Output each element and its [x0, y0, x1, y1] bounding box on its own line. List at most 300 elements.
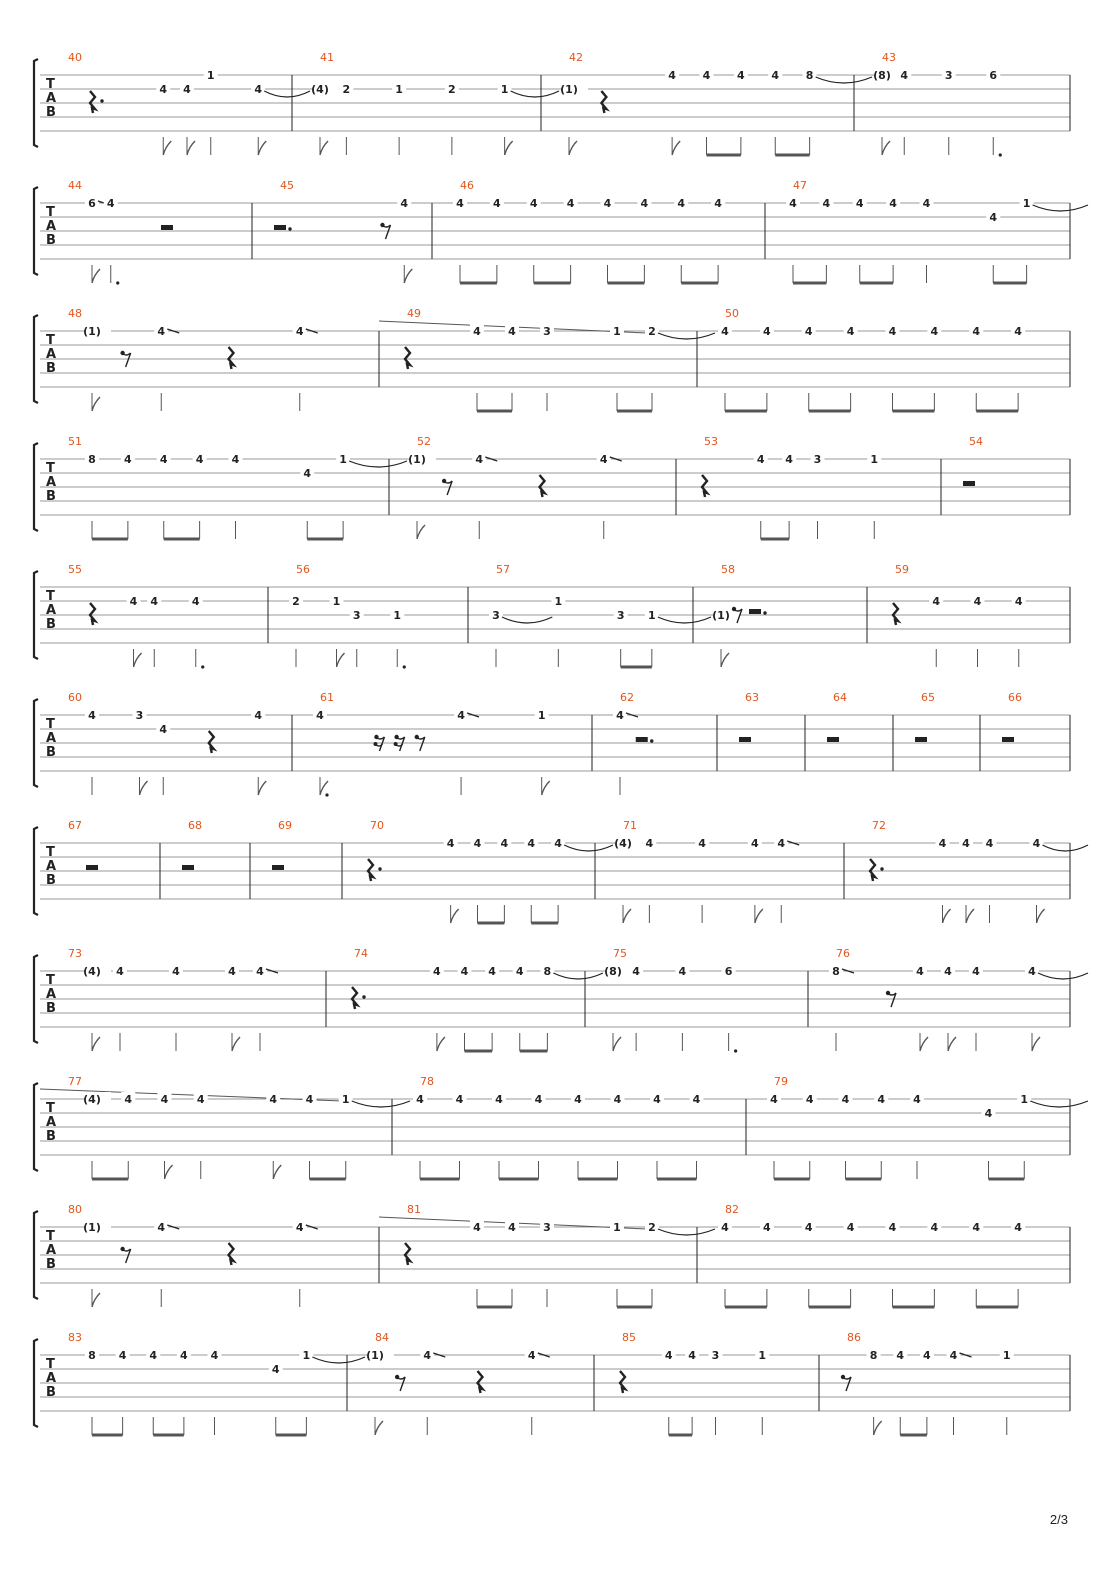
fret-number: 4	[632, 965, 640, 978]
measure-number: 79	[774, 1075, 788, 1088]
fret-number: 4	[116, 965, 124, 978]
note	[802, 324, 816, 411]
tab-clef-letter: T	[46, 1101, 55, 1116]
fret-number: (1)	[366, 1349, 384, 1362]
note	[85, 708, 99, 795]
fret-number: 4	[574, 1093, 582, 1106]
fret-number: 4	[846, 325, 855, 338]
fret-number: 4	[721, 325, 729, 338]
system-bracket	[34, 955, 38, 1043]
fret-number: 4	[613, 1093, 622, 1106]
note	[604, 964, 632, 1051]
note	[300, 466, 314, 539]
fret-number: 1	[554, 595, 563, 608]
fret-number: 8	[543, 965, 552, 978]
note	[642, 836, 656, 923]
fret-number: 4	[316, 709, 324, 722]
fret-number: 4	[664, 1349, 673, 1362]
note	[754, 452, 768, 539]
tab-system	[34, 51, 1070, 157]
fret-number: 4	[1014, 1221, 1022, 1234]
flag	[134, 653, 142, 667]
note	[158, 1092, 173, 1179]
fret-number: 4	[191, 595, 200, 608]
note	[867, 1348, 882, 1435]
tab-clef-letter: T	[46, 77, 55, 92]
fret-number: 4	[305, 1093, 314, 1106]
measure-number: 67	[68, 819, 82, 832]
note	[408, 452, 436, 539]
note	[350, 608, 364, 667]
rest	[90, 91, 104, 113]
note	[711, 196, 725, 283]
note	[489, 608, 552, 667]
fret-number: 4	[763, 325, 771, 338]
note	[253, 964, 278, 1051]
note	[540, 964, 603, 1051]
note	[169, 964, 183, 1051]
fret-number: 4	[896, 1349, 905, 1362]
note	[498, 82, 559, 155]
measure-number: 58	[721, 563, 735, 576]
measure-number: 77	[68, 1075, 82, 1088]
fret-number: 8	[88, 453, 96, 466]
fret-number: (8)	[604, 965, 622, 978]
fret-number: 1	[870, 453, 879, 466]
measure-number: 60	[68, 691, 82, 704]
fret-number: 8	[805, 69, 814, 82]
fret-number: 1	[393, 609, 402, 622]
note	[453, 196, 467, 283]
fret-number: 4	[944, 965, 952, 978]
note	[525, 1348, 550, 1435]
fret-number: 4	[640, 197, 649, 210]
fret-number: 4	[1014, 325, 1022, 338]
note	[311, 82, 339, 155]
tie	[349, 461, 407, 467]
fret-number: 4	[785, 453, 793, 466]
note	[551, 594, 565, 667]
fret-number: 4	[159, 723, 168, 736]
tab-system	[34, 179, 1088, 285]
note	[83, 1220, 111, 1307]
fret-number: 3	[543, 325, 551, 338]
fret-number: 4	[1028, 965, 1036, 978]
tab-clef-letter: B	[46, 361, 56, 376]
fret-number: 4	[195, 453, 204, 466]
measure-number: 80	[68, 1203, 82, 1216]
fret-number: 1	[332, 595, 341, 608]
note	[133, 708, 148, 795]
rest	[1002, 737, 1014, 742]
page-number: 2/3	[1049, 1512, 1068, 1527]
note	[85, 1348, 99, 1435]
measure-number: 76	[836, 947, 850, 960]
rest	[915, 737, 927, 742]
note	[929, 594, 943, 667]
tie	[1030, 1101, 1088, 1107]
fret-number: 4	[923, 1349, 931, 1362]
note	[208, 1348, 222, 1435]
fret-number: 2	[648, 1221, 656, 1234]
fret-number: 4	[913, 1093, 921, 1106]
note	[629, 964, 643, 1051]
fret-number: 4	[616, 709, 624, 722]
note	[844, 324, 858, 411]
dot	[403, 665, 406, 668]
flag	[613, 1037, 621, 1051]
flag	[505, 141, 513, 155]
measure-number: 84	[375, 1331, 389, 1344]
fret-number: 4	[196, 1093, 205, 1106]
measure-number: 81	[407, 1203, 421, 1216]
tab-clef-letter: A	[46, 219, 57, 234]
note	[893, 1348, 907, 1435]
note	[453, 1092, 467, 1179]
fret-number: 4	[972, 1221, 981, 1234]
note	[225, 964, 240, 1051]
rest	[405, 1243, 410, 1265]
note	[774, 836, 799, 923]
tab-clef-letter: B	[46, 1001, 56, 1016]
measure-number: 50	[725, 307, 739, 320]
note	[83, 964, 111, 1051]
fret-number: 3	[711, 1349, 720, 1362]
system-bracket	[34, 1339, 38, 1427]
tab-clef-letter: A	[46, 603, 57, 618]
fret-number: 4	[180, 1349, 188, 1362]
fret-number: 4	[771, 69, 780, 82]
measure-number: 54	[969, 435, 983, 448]
fret-number: 1	[500, 83, 509, 96]
measure-number: 42	[569, 51, 583, 64]
note	[941, 964, 956, 1051]
note	[289, 594, 303, 667]
measure-number: 43	[882, 51, 896, 64]
flag	[165, 1165, 173, 1179]
measure	[1002, 691, 1022, 742]
measure-number: 78	[420, 1075, 434, 1088]
measure	[873, 51, 1002, 157]
note	[803, 1092, 817, 1179]
fret-number: 1	[1002, 1349, 1011, 1362]
note	[734, 68, 748, 155]
note	[767, 1092, 781, 1179]
note	[571, 1092, 585, 1179]
fret-number: 6	[989, 69, 998, 82]
note	[1030, 836, 1089, 923]
note	[920, 196, 934, 283]
note	[1000, 1348, 1014, 1435]
fret-number: 4	[456, 197, 464, 210]
fret-number: 4	[603, 197, 612, 210]
measure	[182, 819, 202, 870]
measure-number: 64	[833, 691, 847, 704]
measure-number: 83	[68, 1331, 82, 1344]
tab-clef-letter: A	[46, 347, 57, 362]
fret-number: 4	[554, 837, 562, 850]
note	[156, 82, 171, 155]
measure	[604, 947, 737, 1053]
note	[121, 1092, 135, 1179]
tab-system	[34, 691, 1070, 797]
fret-number: 4	[129, 595, 138, 608]
dot	[116, 281, 119, 284]
tie	[1038, 973, 1088, 979]
measure-number: 48	[68, 307, 82, 320]
measure	[68, 179, 173, 285]
measure-number: 65	[921, 691, 935, 704]
tab-clef-letter: A	[46, 731, 57, 746]
measure-number: 45	[280, 179, 294, 192]
flag	[1032, 1037, 1040, 1051]
system-bracket	[34, 1083, 38, 1171]
note	[293, 324, 318, 411]
note	[293, 1220, 318, 1307]
rest	[601, 91, 606, 113]
note	[614, 608, 628, 667]
note	[844, 1220, 858, 1307]
flag	[232, 1037, 240, 1051]
system-bracket	[34, 827, 38, 915]
tab-system	[34, 435, 1070, 539]
note	[913, 964, 928, 1051]
note	[748, 836, 763, 923]
fret-number: 4	[150, 595, 159, 608]
fret-number: 4	[916, 965, 924, 978]
note	[266, 1092, 281, 1179]
note	[613, 708, 638, 795]
note	[969, 964, 983, 1051]
flag	[337, 653, 345, 667]
dot	[201, 665, 204, 668]
fret-number: 4	[106, 197, 115, 210]
note	[157, 452, 171, 539]
fret-number: 2	[648, 325, 656, 338]
note	[1011, 1220, 1025, 1307]
measure	[313, 691, 550, 797]
note	[897, 68, 911, 155]
tab-system	[34, 819, 1088, 923]
fret-number: 4	[889, 197, 897, 210]
rest	[478, 1371, 483, 1393]
note	[1017, 1092, 1088, 1179]
flag	[92, 397, 100, 411]
note	[204, 68, 218, 155]
fret-number: 4	[508, 325, 516, 338]
flag	[417, 525, 425, 539]
tab-clef-letter: A	[46, 91, 57, 106]
rest	[368, 859, 382, 881]
tie	[502, 617, 552, 623]
fret-number: 4	[473, 1221, 481, 1234]
fret-number: 4	[756, 453, 765, 466]
note	[886, 1220, 900, 1307]
fret-number: 4	[157, 1221, 166, 1234]
fret-number: 4	[527, 1349, 536, 1362]
note	[601, 196, 615, 283]
tab-clef-letter: A	[46, 859, 57, 874]
note	[718, 324, 732, 411]
fret-number: 8	[88, 1349, 96, 1362]
fret-number: 4	[949, 1349, 958, 1362]
note	[760, 324, 774, 411]
fret-number: 4	[1014, 595, 1023, 608]
fret-number: 4	[984, 1107, 993, 1120]
note	[597, 452, 622, 539]
flag	[451, 909, 459, 923]
fret-number: 4	[269, 1093, 278, 1106]
note	[718, 1220, 732, 1307]
note	[156, 722, 170, 795]
note	[189, 594, 205, 669]
fret-number: 4	[677, 197, 686, 210]
fret-number: 1	[648, 609, 656, 622]
measure-number: 40	[68, 51, 82, 64]
fret-number: 4	[400, 197, 409, 210]
note	[755, 1348, 769, 1435]
tab-system	[34, 307, 1070, 411]
flag	[375, 1421, 383, 1435]
note	[330, 594, 345, 667]
note	[874, 1092, 888, 1179]
tab-clef-letter: B	[46, 489, 56, 504]
fret-number: 4	[645, 837, 654, 850]
fret-number: 4	[1032, 837, 1041, 850]
note	[177, 1348, 191, 1435]
note	[829, 964, 854, 1051]
note	[802, 1220, 816, 1307]
fret-number: 4	[527, 837, 536, 850]
rest	[636, 737, 654, 743]
note	[490, 196, 504, 283]
measure-number: 41	[320, 51, 334, 64]
note	[116, 1348, 130, 1435]
fret-number: (1)	[560, 83, 578, 96]
measure-number: 74	[354, 947, 368, 960]
fret-number: (4)	[311, 83, 329, 96]
note	[969, 324, 983, 411]
note	[420, 1348, 445, 1435]
note	[675, 964, 689, 1051]
fret-number: (1)	[83, 1221, 101, 1234]
flag	[273, 1165, 281, 1179]
note	[313, 708, 329, 797]
rest	[827, 737, 839, 742]
fret-number: 4	[714, 197, 722, 210]
rest	[893, 603, 898, 625]
tab-clef-letter: T	[46, 461, 55, 476]
measure-number: 70	[370, 819, 384, 832]
fret-number: 4	[118, 1349, 127, 1362]
rest	[86, 865, 98, 870]
system-bracket	[34, 59, 38, 147]
rest	[229, 1243, 234, 1265]
measure-number: 51	[68, 435, 82, 448]
tab-clef-letter: A	[46, 987, 57, 1002]
tab-clef-letter: B	[46, 233, 56, 248]
flag	[569, 141, 577, 155]
fret-number: 4	[160, 1093, 169, 1106]
fret-number: 4	[295, 1221, 304, 1234]
note	[339, 1092, 410, 1179]
measure-number: 63	[745, 691, 759, 704]
flag	[623, 909, 631, 923]
note	[782, 452, 796, 539]
fret-number: 3	[352, 609, 361, 622]
fret-number: 4	[888, 1221, 897, 1234]
note	[982, 1106, 996, 1179]
measure-number: 62	[620, 691, 634, 704]
note	[454, 708, 479, 795]
measure-number: 55	[68, 563, 82, 576]
note	[471, 836, 485, 923]
measure-number: 68	[188, 819, 202, 832]
fret-number: 4	[930, 1221, 939, 1234]
tab-system	[34, 563, 1070, 669]
tie	[658, 1229, 715, 1235]
fret-number: 4	[805, 1093, 814, 1106]
fret-number: (4)	[614, 837, 632, 850]
note	[819, 196, 833, 283]
fret-number: 4	[972, 325, 981, 338]
fret-number: 4	[763, 1221, 771, 1234]
measure-number: 71	[623, 819, 637, 832]
tab-clef-letter: A	[46, 1243, 57, 1258]
fret-number: 4	[698, 837, 706, 850]
note	[662, 1348, 676, 1435]
note	[430, 964, 445, 1051]
fret-number: 4	[932, 595, 941, 608]
system-bracket	[34, 443, 38, 531]
tab-clef-letter: A	[46, 1115, 57, 1130]
note	[645, 324, 715, 411]
note	[154, 1220, 179, 1307]
fret-number: 4	[157, 325, 166, 338]
note	[470, 1220, 484, 1307]
tie	[564, 845, 613, 851]
note	[392, 82, 406, 155]
fret-number: 4	[124, 1093, 133, 1106]
note	[513, 964, 527, 1051]
flag	[542, 781, 550, 795]
note	[445, 82, 459, 155]
fret-number: 4	[457, 709, 465, 722]
fret-number: 4	[254, 83, 263, 96]
tab-clef-letter: T	[46, 1229, 55, 1244]
measure	[68, 819, 98, 870]
tab-clef-letter: A	[46, 1371, 57, 1386]
tie	[264, 91, 310, 97]
fret-number: 4	[678, 965, 687, 978]
fret-number: 4	[737, 69, 745, 82]
note	[299, 1348, 365, 1435]
note	[472, 452, 497, 539]
fret-number: 4	[668, 69, 676, 82]
dot	[734, 1049, 737, 1052]
fret-number: 4	[473, 837, 482, 850]
note	[413, 1092, 427, 1179]
note	[85, 452, 99, 539]
note	[193, 452, 207, 539]
measure	[68, 563, 204, 669]
fret-number: 4	[751, 837, 759, 850]
rest	[274, 225, 292, 231]
flag	[1037, 909, 1045, 923]
fret-number: 4	[508, 1221, 516, 1234]
note	[147, 594, 161, 667]
note	[470, 324, 484, 411]
